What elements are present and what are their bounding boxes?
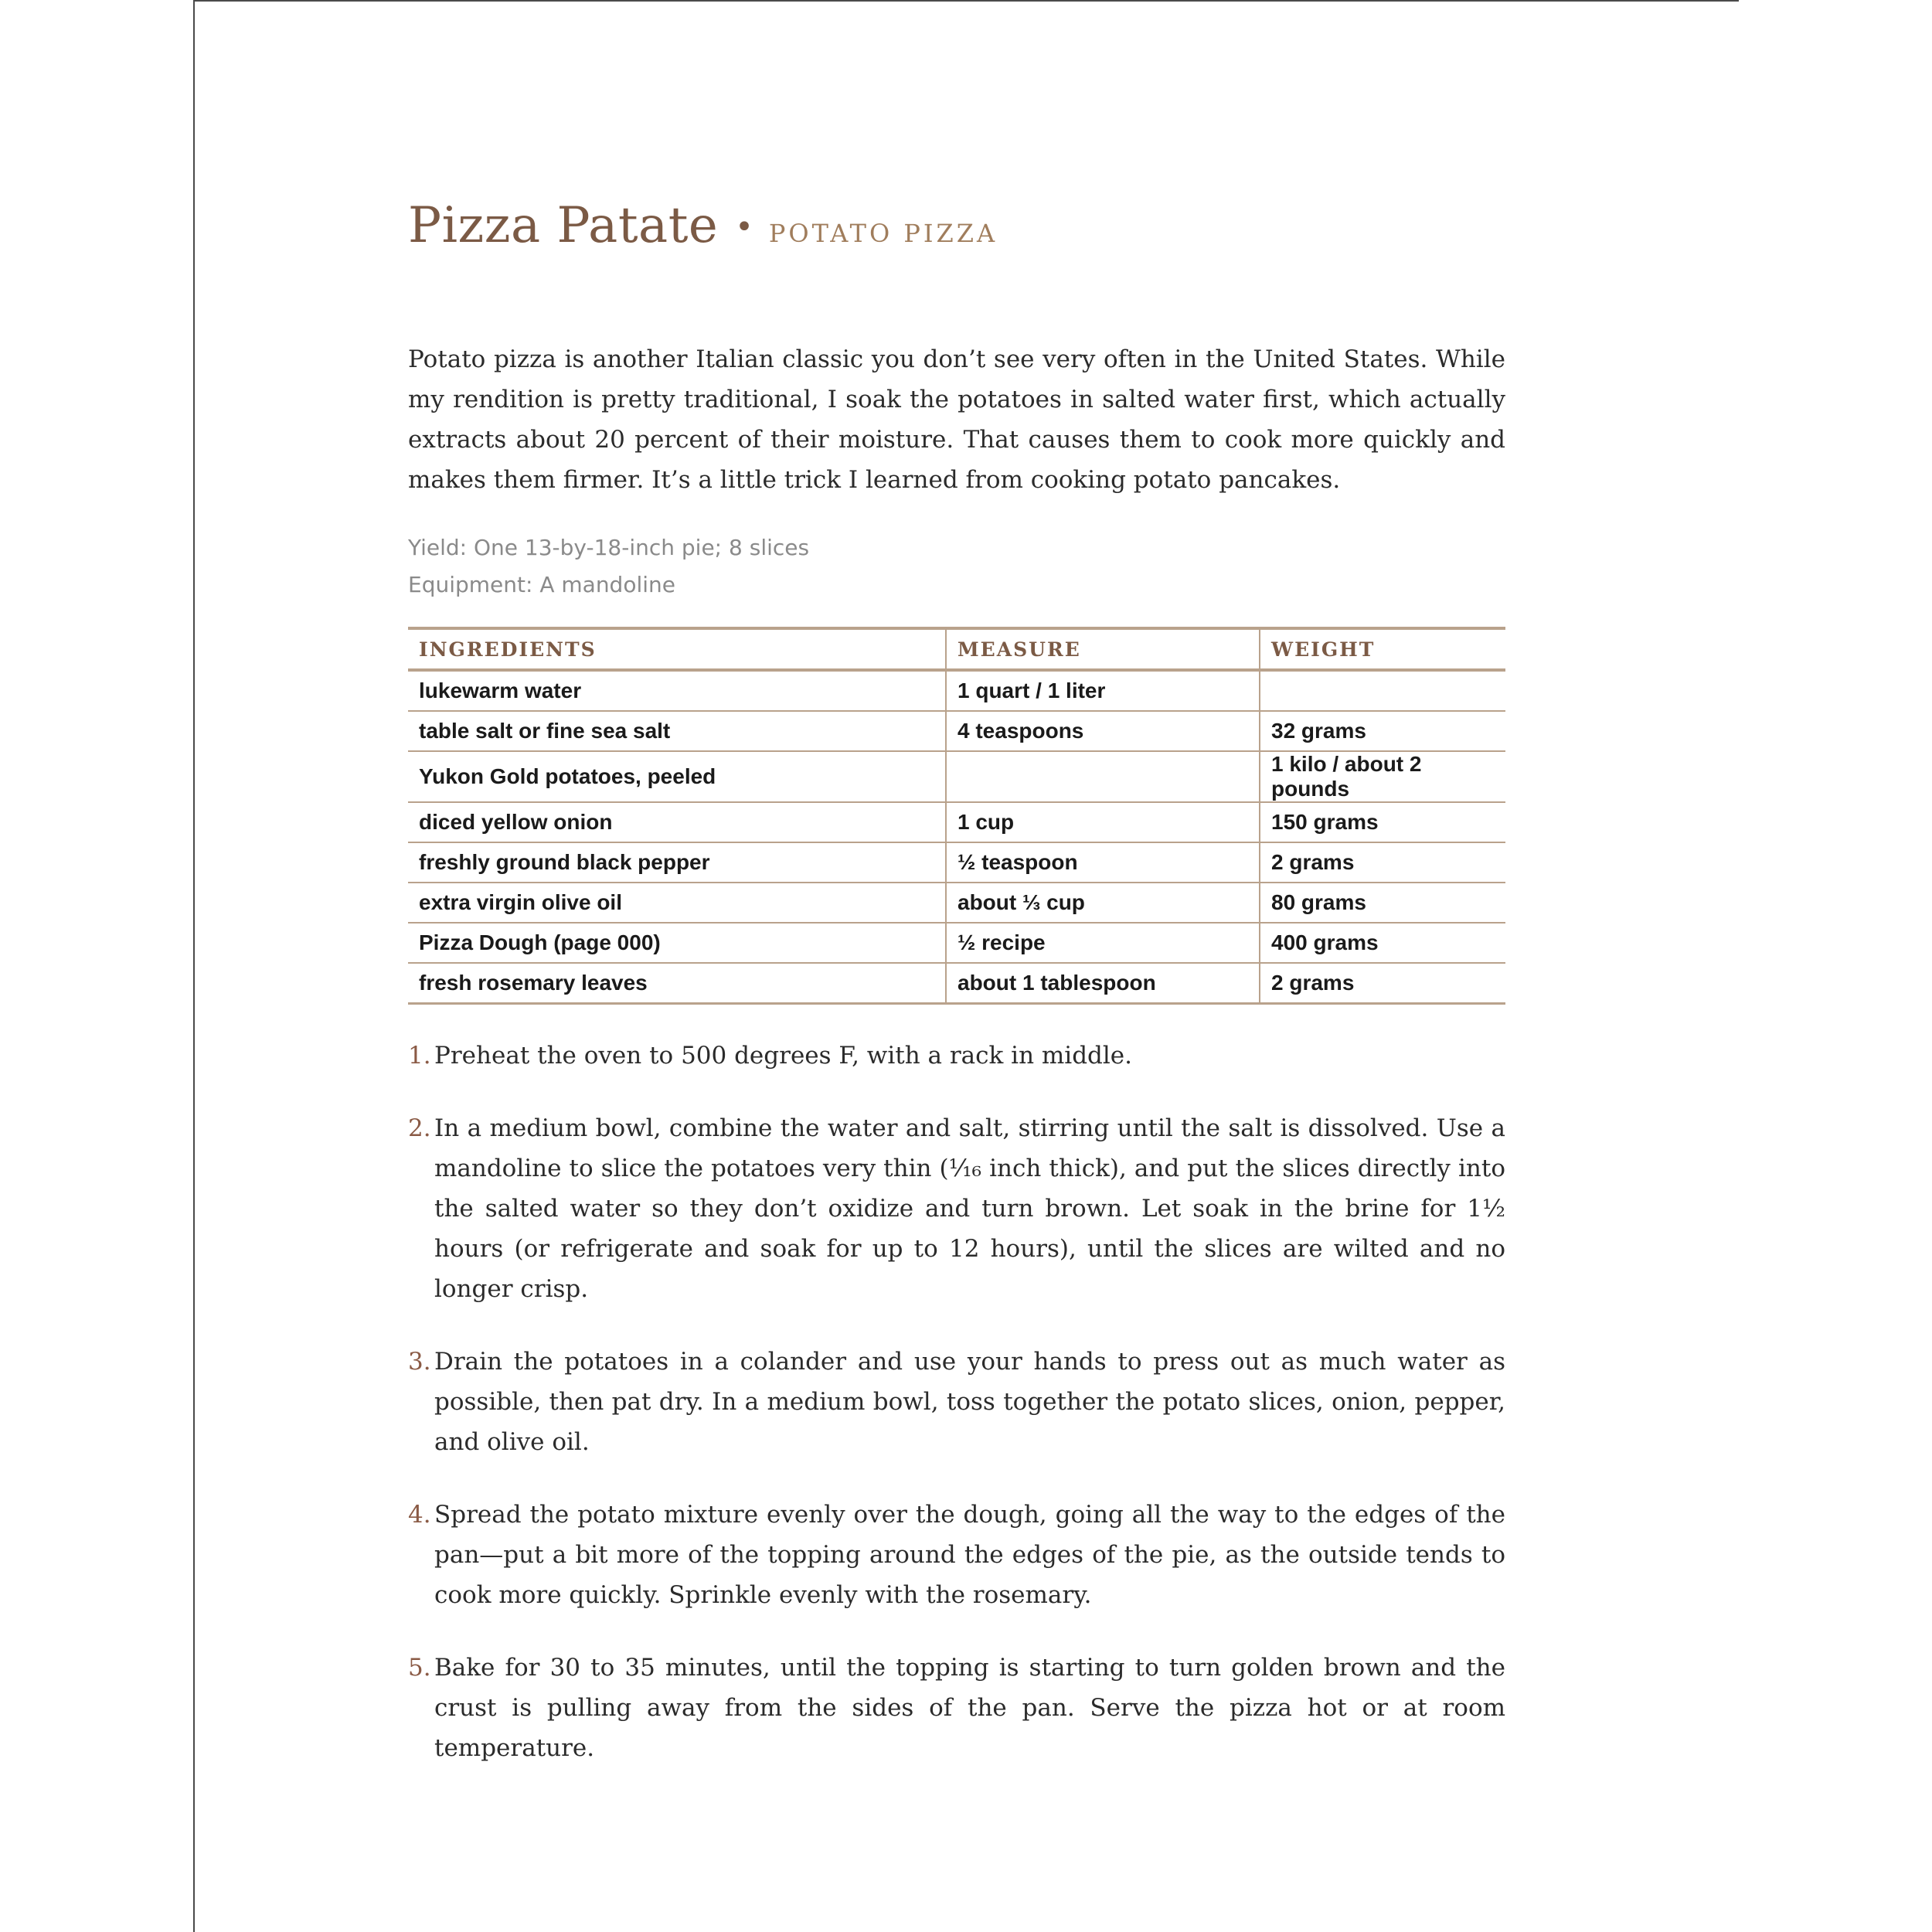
weight-cell: 150 grams (1260, 802, 1505, 842)
step-text: Preheat the oven to 500 degrees F, with a rack in middle. (434, 1042, 1132, 1070)
step-item (408, 1495, 1505, 1615)
table-row (408, 711, 1505, 751)
weight-cell: 2 grams (1260, 842, 1505, 883)
weight-cell: 400 grams (1260, 923, 1505, 963)
intro-paragraph: Potato pizza is another Italian classic you don’t see very often in the United States. While my rendition is pretty traditional, I soak the potatoes in salted water first, which actually extracts about 20 percent of their moisture. That causes them to cook more quickly and makes them firmer. It’s a little trick I learned from cooking potato pancakes. (408, 345, 1505, 494)
header-ingredients: INGREDIENTS (408, 628, 946, 670)
measure-cell: ½ recipe (946, 923, 1260, 963)
step-item (408, 1342, 1505, 1462)
yield-text: Yield: One 13-by-18-inch pie; 8 slices (408, 535, 810, 560)
weight-cell: 2 grams (1260, 963, 1505, 1004)
weight-cell: 80 grams (1260, 883, 1505, 923)
step-item (408, 1648, 1505, 1768)
header-weight: WEIGHT (1260, 628, 1505, 670)
weight-cell: 32 grams (1260, 711, 1505, 751)
step-number: 1. (408, 1042, 431, 1070)
equipment-text: Equipment: A mandoline (408, 572, 675, 597)
step-text: Drain the potatoes in a colander and use your hands to press out as much water as possible, then pat dry. In a medium bowl, toss together the potato slices, onion, pepper, and olive oil. (434, 1348, 1505, 1456)
recipe-meta (408, 529, 1505, 604)
measure-cell: 4 teaspoons (946, 711, 1260, 751)
ingredient-cell: Pizza Dough (page 000) (408, 923, 946, 963)
recipe-title: Pizza Patate (408, 197, 719, 254)
table-header-row (408, 628, 1505, 670)
step-item (408, 1108, 1505, 1309)
measure-cell: about ⅓ cup (946, 883, 1260, 923)
recipe-title-row (408, 197, 1505, 254)
page-border-top (193, 0, 1739, 2)
ingredient-cell: lukewarm water (408, 670, 946, 711)
measure-cell: ½ teaspoon (946, 842, 1260, 883)
step-text: Spread the potato mixture evenly over the dough, going all the way to the edges of the pan—put a bit more of the topping around the edges of the pie, as the outside tends to cook more quickly. Sprinkle evenly with the rosemary. (434, 1501, 1505, 1609)
table-row (408, 883, 1505, 923)
table-row (408, 802, 1505, 842)
ingredient-cell: freshly ground black pepper (408, 842, 946, 883)
ingredient-cell: table salt or fine sea salt (408, 711, 946, 751)
title-bullet: • (735, 209, 753, 245)
step-text: In a medium bowl, combine the water and salt, stirring until the salt is dissolved. Use a mandoline to slice the potatoes very thin (¹⁄₁₆ inch thick), and put the slices directly into the salted water so they don’t oxidize and turn brown. Let soak in the brine for 1½ hours (or refrigerate and soak for up to 12 hours), until the slices are wilted and no longer crisp. (434, 1114, 1505, 1303)
ingredients-table (408, 627, 1505, 1005)
weight-cell (1260, 670, 1505, 711)
table-row (408, 963, 1505, 1004)
step-number: 2. (408, 1114, 431, 1142)
ingredient-cell: diced yellow onion (408, 802, 946, 842)
step-text: Bake for 30 to 35 minutes, until the topping is starting to turn golden brown and the crust is pulling away from the sides of the pan. Serve the pizza hot or at room temperature. (434, 1654, 1505, 1762)
measure-cell: 1 cup (946, 802, 1260, 842)
ingredient-cell: Yukon Gold potatoes, peeled (408, 751, 946, 802)
table-row (408, 842, 1505, 883)
measure-cell: about 1 tablespoon (946, 963, 1260, 1004)
weight-cell: 1 kilo / about 2 pounds (1260, 751, 1505, 802)
step-item (408, 1036, 1505, 1076)
steps-list (408, 1036, 1505, 1768)
step-number: 3. (408, 1348, 431, 1376)
page-border-left (193, 0, 195, 1932)
measure-cell: 1 quart / 1 liter (946, 670, 1260, 711)
step-number: 5. (408, 1654, 431, 1682)
step-number: 4. (408, 1501, 431, 1529)
header-measure: MEASURE (946, 628, 1260, 670)
table-row (408, 923, 1505, 963)
recipe-page (408, 197, 1505, 1801)
ingredient-cell: fresh rosemary leaves (408, 963, 946, 1004)
measure-cell (946, 751, 1260, 802)
ingredient-cell: extra virgin olive oil (408, 883, 946, 923)
recipe-subtitle: POTATO PIZZA (768, 219, 998, 248)
table-row (408, 751, 1505, 802)
table-row (408, 670, 1505, 711)
